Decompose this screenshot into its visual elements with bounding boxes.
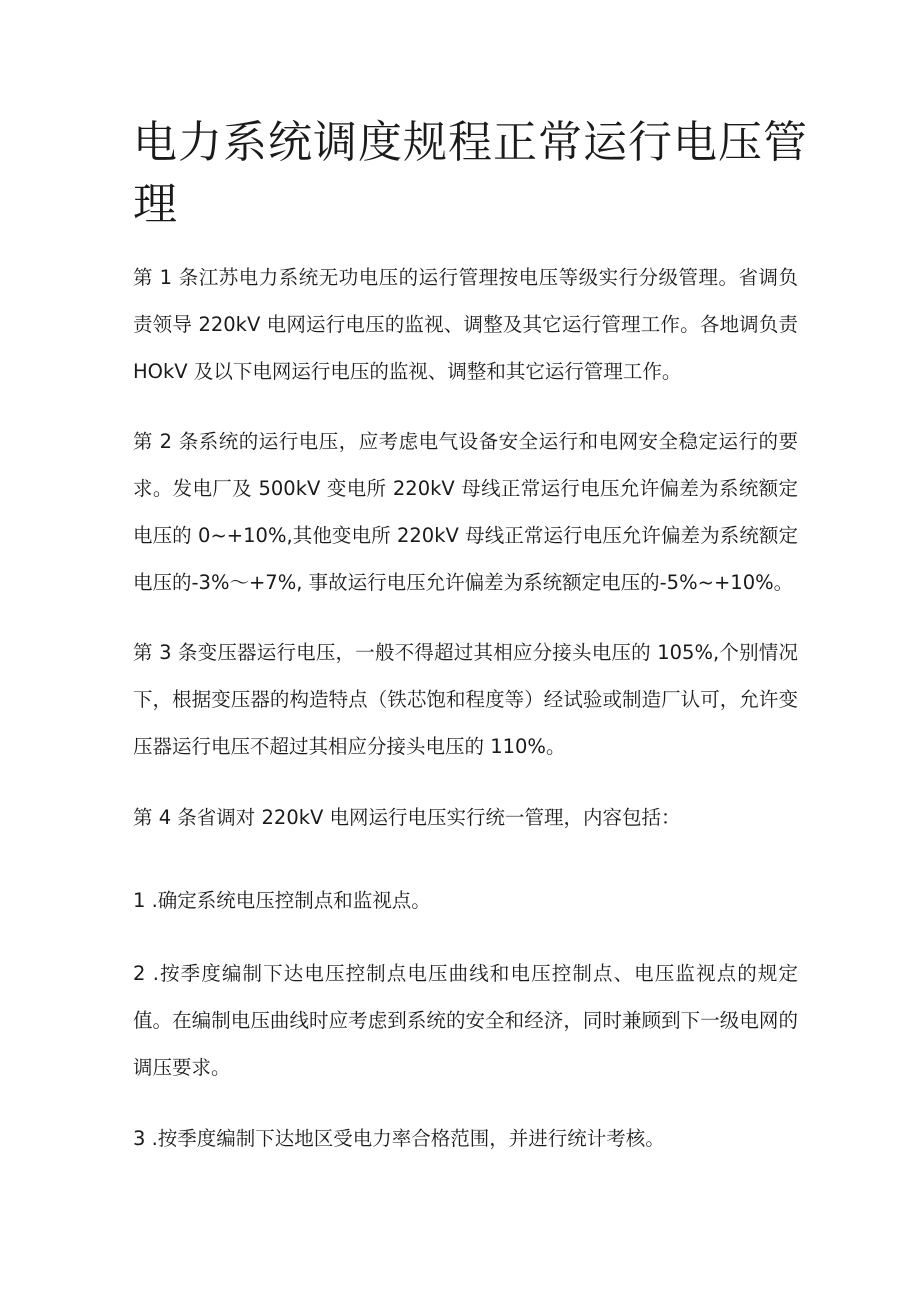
document-title: 电力系统调度规程正常运行电压管理 (133, 117, 808, 230)
list-item-3: 3 .按季度编制下达地区受电力率合格范围，并进行统计考核。 (133, 1127, 665, 1150)
list-item-2: 2 .按季度编制下达电压控制点电压曲线和电压控制点、电压监视点的规定值。在编制电压曲线时应考虑到系统的安全和经济，同时兼顾到下一级电网的调压要求。 (133, 962, 798, 1079)
article-1-paragraph: 第 1 条江苏电力系统无功电压的运行管理按电压等级实行分级管理。省调负责领导 220kV 电网运行电压的监视、调整及其它运行管理工作。各地调负责 HOkV 及以下电网运行电压的监视、调整和其它运行管理工作。 (133, 266, 798, 383)
article-2-paragraph: 第 2 条系统的运行电压，应考虑电气设备安全运行和电网安全稳定运行的要求。发电厂及 500kV 变电所 220kV 母线正常运行电压允许偏差为系统额定电压的 0~+10%,其他变电所 220kV 母线正常运行电压允许偏差为系统额定电压的-3%～+7%, 事故运行电压允许偏差为系统额定电压的-5%~+10%。 (133, 430, 798, 594)
article-3-paragraph: 第 3 条变压器运行电压，一般不得超过其相应分接头电压的 105%,个别情况下，根据变压器的构造特点（铁芯饱和程度等）经试验或制造厂认可，允许变压器运行电压不超过其相应分接头电压的 110%。 (133, 641, 798, 758)
article-4-paragraph: 第 4 条省调对 220kV 电网运行电压实行统一管理，内容包括： (133, 806, 681, 829)
list-item-1: 1 .确定系统电压控制点和监视点。 (133, 889, 431, 912)
